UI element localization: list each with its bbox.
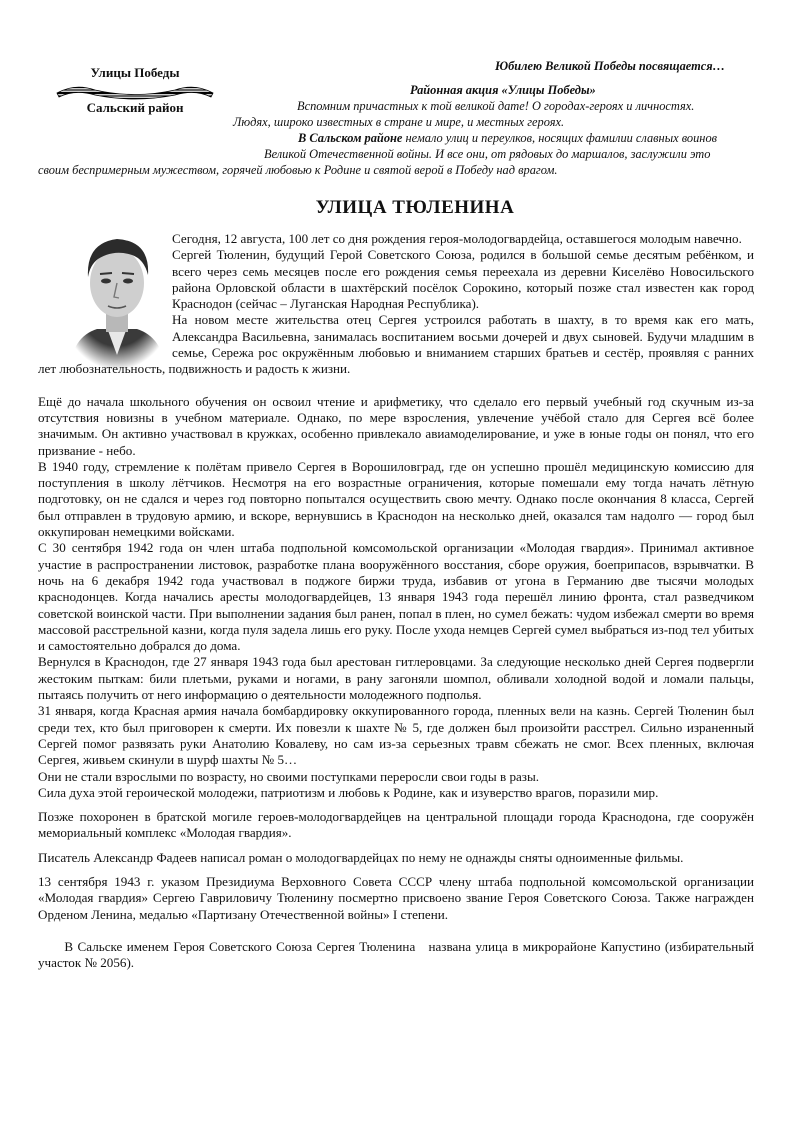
action-title: Районная акция «Улицы Победы» [410,83,596,97]
paragraph-12: Писатель Александр Фадеев написал роман о молодогвардейцах по нему не однажды сняты одноименные фильмы. [38,849,684,865]
paragraph-2: Сергей Тюленин, будущий Герой Советского Союза, родился в большой семье десятым ребёнком, и всего через семь месяцев после его рождения семья переехала из деревни Киселёво Новосильского района Орловской области в шахтёрский посёлок Сорокино, который позже стал известен как город Краснодон (сейчас – Луганская Народная Республика). [172,247,754,312]
intro-line-3-rest: немало улиц и переулков, носящих фамилии славных воинов [402,131,718,145]
intro-line-5: своим беспримерным мужеством, горячей любовью к Родине и святой верой в Победу над врагом. [38,163,558,177]
intro-line-3 [298,130,717,147]
paragraph-8: 31 января, когда Красная армия начала бомбардировку оккупированного города, пленных вели на казнь. Сергей Тюленин был среди тех, кто был приговорен к смерти. Их повезли к шахте № 5, где должен был произойти расстрел. Сильно израненный Сергей помог развязать руки Анатолию Ковалеву, но сам из-за серьезных травм сбежать не смог. Всех пленных, включая Сергея, живьем скинули в шурф шахты № 5… [38,703,754,768]
dedication-line: Юбилею Великой Победы посвящается… [495,59,726,73]
portrait-spacer [38,231,172,346]
paragraph-4: Ещё до начала школьного обучения он освоил чтение и арифметику, что сделало его первый учебный год скучным из-за отсутствия новизны в учебном материале. Однако, по мере взросления, увлечение учёбой стало для Сергея всё более значимым. Он активно участвовал в кружках, особенно привлекало авиамоделирование, и уже в юные годы он понял, что его призвание - небо. [38,393,754,458]
paragraph-5: В 1940 году, стремление к полётам привело Сергея в Ворошиловград, где он успешно прошёл медицинскую комиссию для поступления в школу лётчиков. Несмотря на его возрастные ограничения, которые помешали ему тогда начать лётную подготовку, он не сдался и через год повторно попытался осуществить свою мечту. Однако после окончания 8 класса, Сергей был отправлен в трудовую армию, и вскоре, вернувшись в Краснодон на несколько дней, оказался там надолго — город был оккупирован немецкими войсками. [38,458,754,540]
paragraph-10: Сила духа этой героической молодежи, патриотизм и любовь к Родине, как и изуверство врагов, поразили мир. [38,784,659,800]
intro-line-3-bold: В Сальском районе [298,131,403,145]
paragraph-3: На новом месте жительства отец Сергея устроился работать в шахту, в то время как его мать, Александра Васильевна, занималась воспитанием восьми дочерей и двух сыновей. Будучи младшим в семье, Сережа рос окружённым любовью и вниманием старших братьев и сестёр, проявляя с ранних лет любознательность, подвижность и радость к жизни. [38,312,754,377]
intro-line-4: Великой Отечественной войны. И все они, от рядовых до маршалов, заслужили это [264,147,711,161]
paragraph-13: 13 сентября 1943 г. указом Президиума Верховного Совета СССР члену штаба подпольной комсомольской организации «Молодая гвардия» Сергею Гавриловичу Тюленину посмертно присвоено звание Героя Советского Союза. Также награжден Орденом Ленина, медалью «Партизану Отечественной войны» I степени. [38,873,754,922]
logo-ulitsy-pobedy [55,60,215,120]
st-george-ribbon-icon [55,81,215,101]
article-title: УЛИЦА ТЮЛЕНИНА [315,197,515,218]
paragraph-6: С 30 сентября 1942 года он член штаба подпольной комсомольской организации «Молодая гвардия». Принимал активное участие в распространении листовок, разработке плана вооружённого восстания, сборе оружия, боеприпасов, взрывчатки. В ночь на 6 декабря 1942 года участвовал в поджоге биржи труда, избавив от угона в Германию две тысячи молодых краснодонцев. Когда начались аресты молодогвардейцев, 13 января 1943 года перешёл линию фронта, стал разведчиком советской воинской части. При выполнении задания был ранен, попал в плен, но сумел бежать: чудом избежал смерти во время массовой расстрельной казни, когда пуля задела лишь его руку. После ухода немцев Сергей сумел выбраться из-под тел убитых и самостоятельно добрался до дома. [38,540,754,654]
intro-line-2: Людях, широко известных в стране и мире, и местных героях. [233,115,565,129]
logo-bottom-text: Сальский район [86,100,184,115]
paragraph-7: Вернулся в Краснодон, где 27 января 1943 года был арестован гитлеровцами. За следующие несколько дней Сергея подвергли жестоким пыткам: били плетьми, руками и ногами, в рану загоняли шомпол, обливали холодной водой и ломали пальцы, пытаясь получить от него информацию о деятельности молодежного подполья. [38,654,754,703]
article-body [38,231,758,971]
paragraph-9: Они не стали взрослыми по возрасту, но своими поступками переросли свои годы в разы. [38,768,540,784]
logo-top-text: Улицы Победы [90,65,180,80]
paragraph-1: Сегодня, 12 августа, 100 лет со дня рождения героя-молодогвардейца, оставшегося молодым навечно. [172,231,742,246]
paragraph-14: В Сальске именем Героя Советского Союза Сергея Тюленина названа улица в микрорайоне Капустино (избирательный участок № 2056). [38,938,758,971]
paragraph-11: Позже похоронен в братской могиле героев-молодогвардейцев на центральной площади города Краснодона, где сооружён мемориальный комплекс «Молодая гвардия». [38,809,754,841]
intro-line-1: Вспомним причастных к той великой дате! О городах-героях и личностях. [297,99,695,113]
